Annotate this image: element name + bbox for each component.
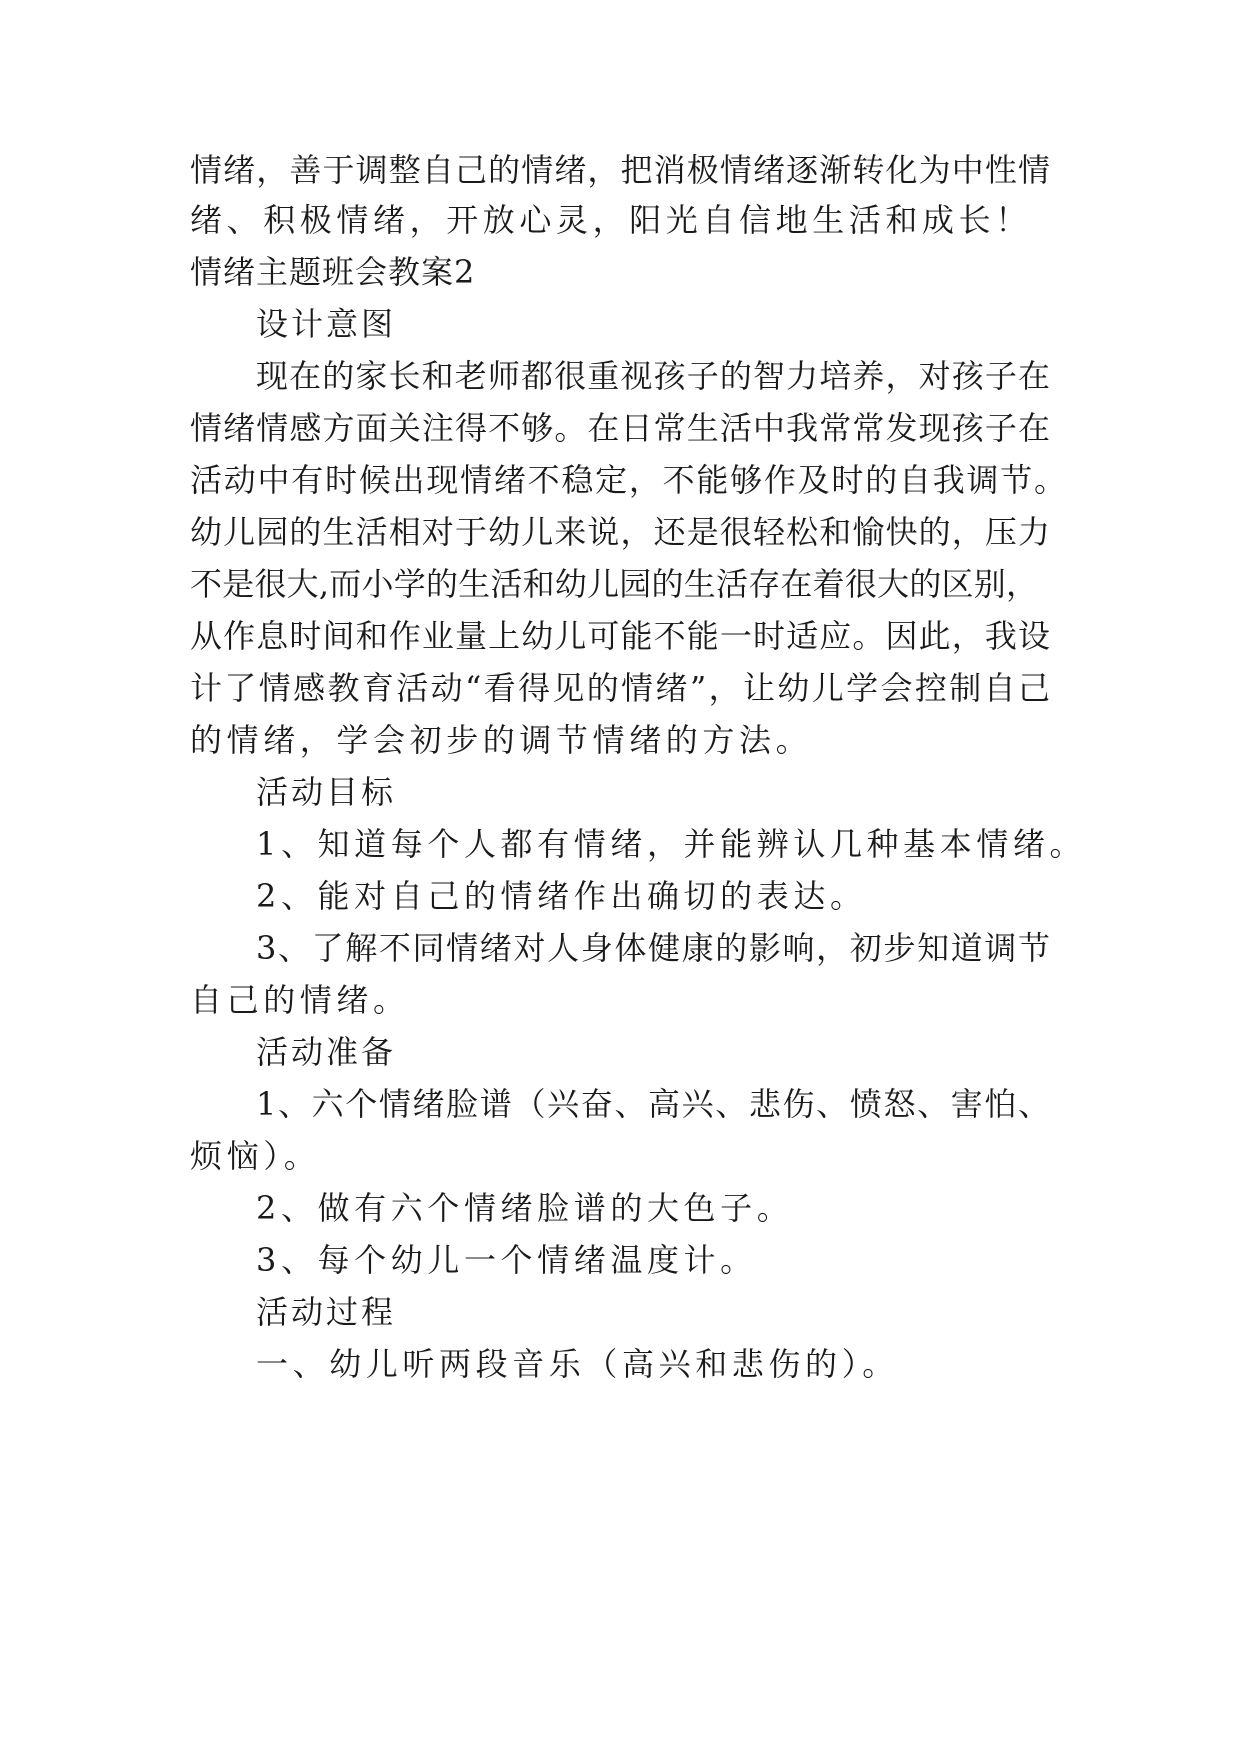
preparation-item: 3、每个幼儿一个情绪温度计。 xyxy=(256,1241,757,1279)
paragraph-line: 现在的家长和老师都很重视孩子的智力培养，对孩子在 xyxy=(256,357,1050,395)
preparation-item: 烦恼）。 xyxy=(190,1137,321,1175)
process-item: 一、幼儿听两段音乐（高兴和悲伤的）。 xyxy=(256,1345,899,1383)
preparation-item: 2、做有六个情绪脸谱的大色子。 xyxy=(256,1189,794,1227)
process-heading: 活动过程 xyxy=(256,1293,397,1331)
paragraph-line: 活动中有时候出现情绪不稳定，不能够作及时的自我调节。 xyxy=(190,461,1066,499)
paragraph-line: 的情绪，学会初步的调节情绪的方法。 xyxy=(190,721,813,759)
goal-item: 1、知道每个人都有情绪，并能辨认几种基本情绪。 xyxy=(256,825,1087,863)
paragraph-line: 情绪情感方面关注得不够。在日常生活中我常常发现孩子在 xyxy=(190,409,1050,447)
paragraph-line: 幼儿园的生活相对于幼儿来说，还是很轻松和愉快的，压力 xyxy=(190,513,1050,551)
goal-item: 3、了解不同情绪对人身体健康的影响，初步知道调节 xyxy=(256,929,1050,967)
design-intent-heading: 设计意图 xyxy=(256,305,397,343)
preparation-item: 1、六个情绪脸谱（兴奋、高兴、悲伤、愤怒、害怕、 xyxy=(256,1085,1050,1123)
paragraph-line: 不是很大,而小学的生活和幼儿园的生活存在着很大的区别， xyxy=(190,565,1038,603)
paragraph-line: 计了情感教育活动“看得见的情绪”，让幼儿学会控制自己 xyxy=(190,669,1050,707)
section-title: 情绪主题班会教案2 xyxy=(190,253,476,291)
intro-line: 情绪，善于调整自己的情绪，把消极情绪逐渐转化为中性情 xyxy=(190,151,1050,189)
preparation-heading: 活动准备 xyxy=(256,1033,397,1071)
intro-line: 绪、积极情绪，开放心灵，阳光自信地生活和成长！ xyxy=(190,201,1032,239)
goals-heading: 活动目标 xyxy=(256,773,397,811)
goal-item: 自己的情绪。 xyxy=(190,981,410,1019)
paragraph-line: 从作息时间和作业量上幼儿可能不能一时适应。因此，我设 xyxy=(190,617,1050,655)
goal-item: 2、能对自己的情绪作出确切的表达。 xyxy=(256,877,867,915)
